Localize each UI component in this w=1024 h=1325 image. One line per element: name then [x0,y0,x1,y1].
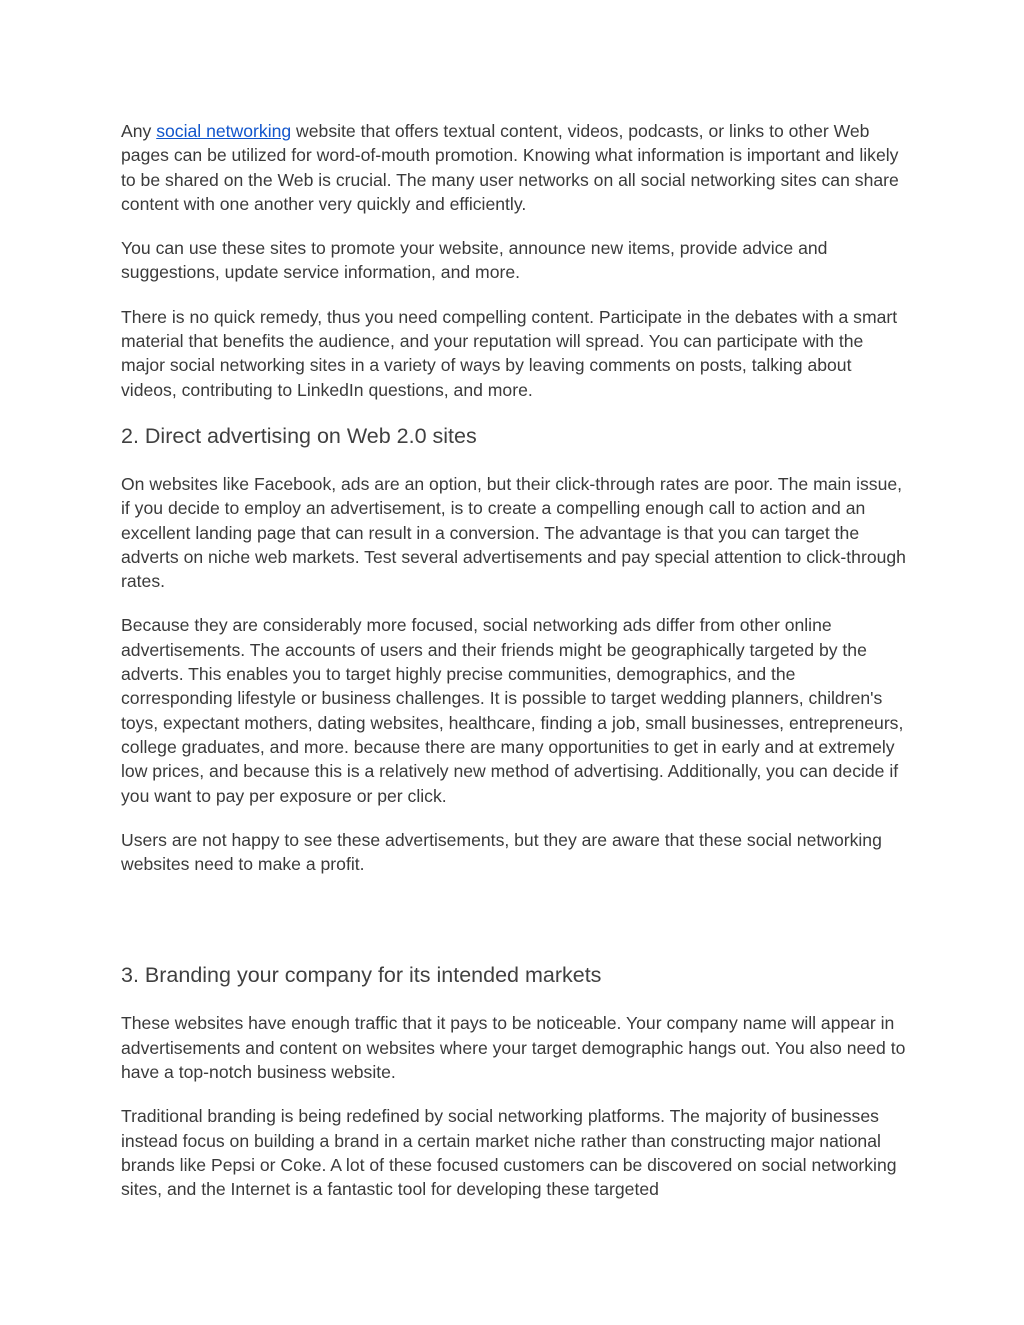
section-2-paragraph-1: On websites like Facebook, ads are an option, but their click-through rates are poor. The main issue, if you decide to employ an advertisement, is to create a compelling enough call to action and an excellent landing page that can result in a conversion. The advantage is that you can target the adverts on niche web markets. Test several advertisements and pay special attention to click-through rates. [121,473,906,592]
document-page [121,119,911,1222]
section-3-paragraph-1: These websites have enough traffic that it pays to be noticeable. Your company name will appear in advertisements and content on websites where your target demographic hangs out. You also need to have a top-notch business website. [121,1013,906,1083]
section-2-paragraph-3: Users are not happy to see these advertisements, but they are aware that these social networking websites need to make a profit. [121,829,882,875]
section-3-heading: 3. Branding your company for its intended markets [121,963,602,988]
section-2-heading: 2. Direct advertising on Web 2.0 sites [121,423,477,448]
section-2-paragraph-2: Because they are considerably more focused, social networking ads differ from other online advertisements. The accounts of users and their friends might be geographically targeted by the adverts. This enables you to target highly precise communities, demographics, and the corresponding lifestyle or business challenges. It is possible to target wedding planners, children's toys, expectant mothers, dating websites, healthcare, finding a job, small businesses, entrepreneurs, college graduates, and more. because there are many opportunities to get in early and at extremely low prices, and because this is a relatively new method of advertising. Additionally, you can decide if you want to pay per exposure or per click. [121,615,904,806]
intro-paragraph-1 [121,119,911,216]
intro-p1-suffix: website that offers textual content, videos, podcasts, or links to other Web pages can be utilized for word-of-mouth promotion. Knowing what information is important and likely to be shared on the Web is crucial. The many user networks on all social networking sites can share content with one another very quickly and efficiently. [121,121,899,214]
intro-paragraph-3: There is no quick remedy, thus you need compelling content. Participate in the debates with a smart material that benefits the audience, and your reputation will spread. You can participate with the major social networking sites in a variety of ways by leaving comments on posts, talking about videos, contributing to LinkedIn questions, and more. [121,306,898,400]
section-spacer [121,896,911,947]
section-3-paragraph-2: Traditional branding is being redefined by social networking platforms. The majority of businesses instead focus on building a brand in a certain market niche rather than constructing major national brands like Pepsi or Coke. A lot of these focused customers can be discovered on social networking sites, and the Internet is a fantastic tool for developing these targeted [121,1106,897,1200]
intro-paragraph-2: You can use these sites to promote your website, announce new items, provide advice and suggestions, update service information, and more. [121,238,828,283]
social-networking-link[interactable]: social networking [156,121,292,141]
intro-p1-prefix: Any [121,121,157,141]
